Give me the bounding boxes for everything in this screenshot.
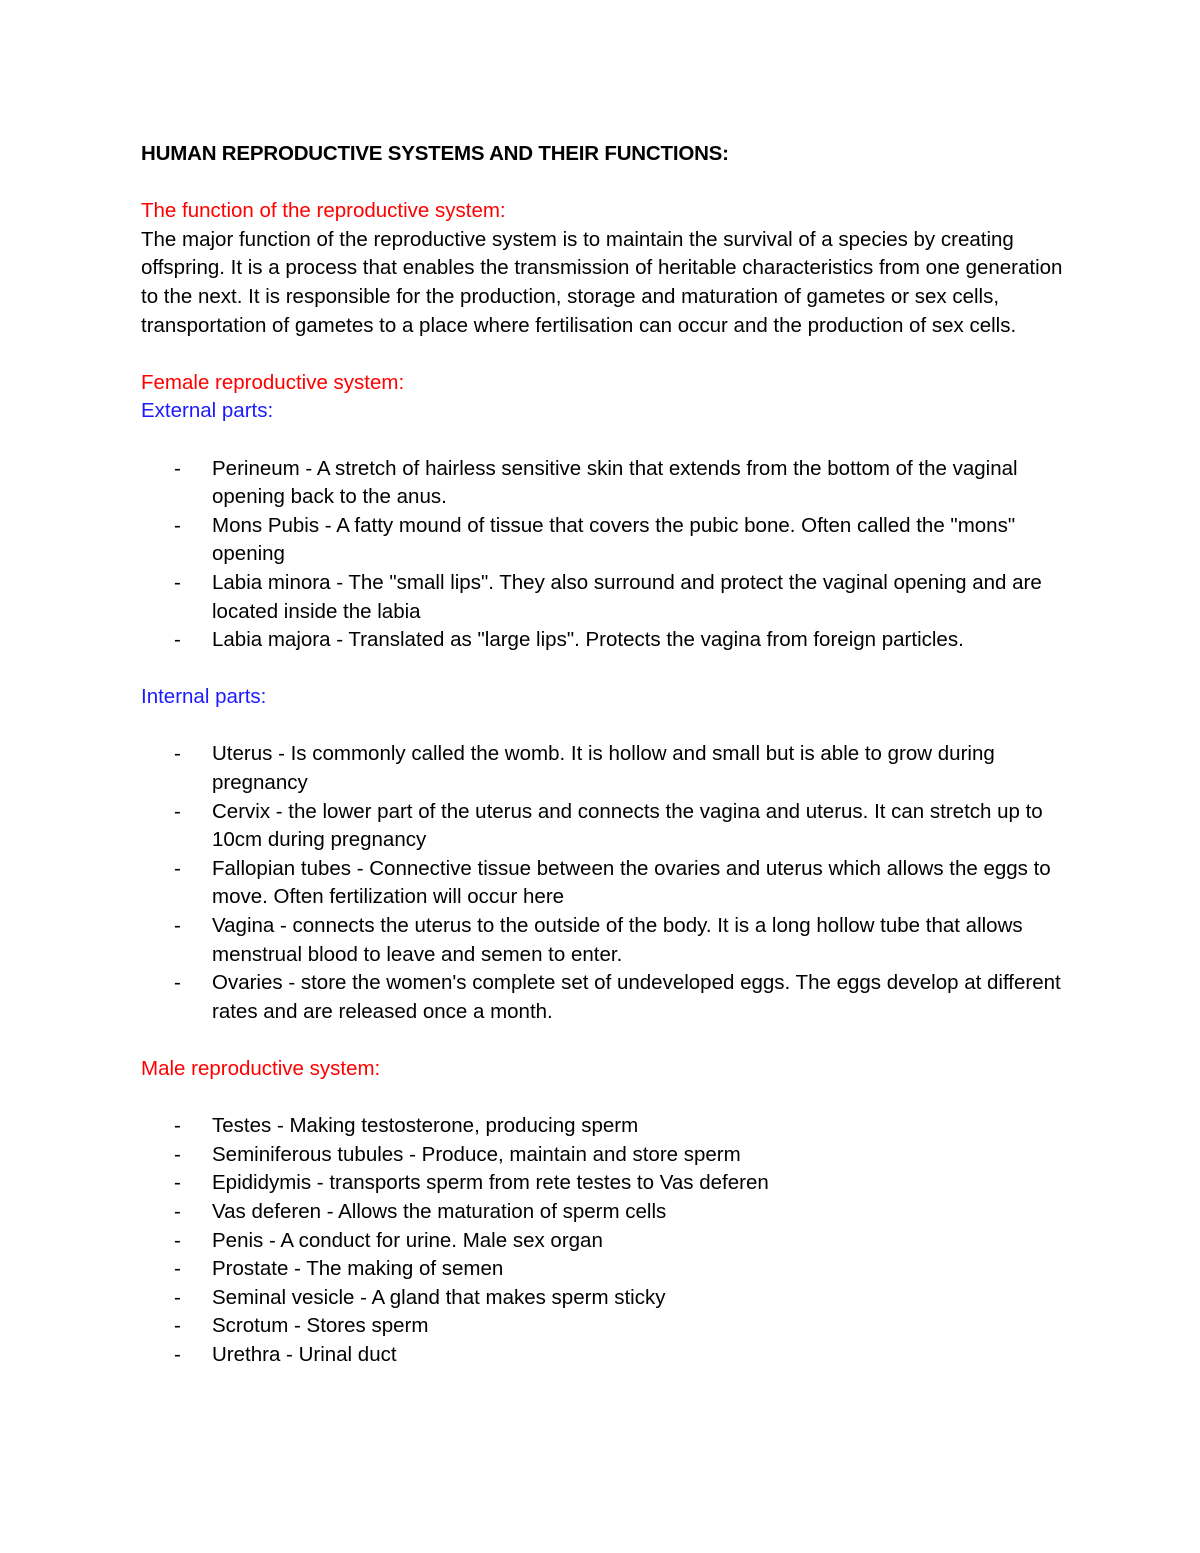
external-parts-heading: External parts: xyxy=(141,399,274,423)
list-item xyxy=(141,1141,1066,1170)
list-item-text: Penis - A conduct for urine. Male sex organ xyxy=(212,1228,603,1252)
female-heading: Female reproductive system: xyxy=(141,370,405,394)
dash-bullet: - xyxy=(174,513,181,537)
internal-parts-heading: Internal parts: xyxy=(141,685,267,709)
dash-bullet: - xyxy=(174,971,181,995)
list-item xyxy=(141,1198,1066,1227)
dash-bullet: - xyxy=(174,1171,181,1195)
dash-bullet: - xyxy=(174,628,181,652)
list-item-text: Perineum - A stretch of hairless sensitive skin that extends from the bottom of the vaginal opening back to the anus. xyxy=(212,456,1018,509)
spacer xyxy=(141,712,1066,741)
male-parts-list xyxy=(141,1112,1066,1369)
list-item-text: Ovaries - store the women's complete set of undeveloped eggs. The eggs develop at different rates and are released once a month. xyxy=(212,971,1061,1023)
list-item xyxy=(141,912,1066,969)
list-item xyxy=(141,855,1066,912)
dash-bullet: - xyxy=(174,914,181,938)
male-heading: Male reproductive system: xyxy=(141,1057,381,1080)
dash-bullet: - xyxy=(174,1314,181,1338)
list-item-text: Labia minora - The "small lips". They also surround and protect the vaginal opening and are located inside the labia xyxy=(212,570,1042,623)
list-item xyxy=(141,740,1066,797)
dash-bullet: - xyxy=(174,1114,181,1138)
function-heading: The function of the reproductive system: xyxy=(141,199,506,223)
dash-bullet: - xyxy=(174,799,181,823)
function-body: The major function of the reproductive system is to maintain the survival of a species by creating offspring. It is a process that enables the transmission of heritable characteristics from one generation to the next. It is responsible for the production, storage and maturation of gametes or sex cells, transportation of gametes to a place where fertilisation can occur and the production of sex cells. xyxy=(141,227,1063,337)
list-item-text: Mons Pubis - A fatty mound of tissue that covers the pubic bone. Often called the "mons" opening xyxy=(212,513,1016,566)
list-item xyxy=(141,1112,1066,1141)
list-item xyxy=(141,798,1066,855)
list-item xyxy=(141,1169,1066,1198)
list-item xyxy=(141,1255,1066,1284)
external-parts-list xyxy=(141,455,1066,655)
dash-bullet: - xyxy=(174,570,181,594)
dash-bullet: - xyxy=(174,1228,181,1252)
dash-bullet: - xyxy=(174,856,181,880)
list-item xyxy=(141,1227,1066,1256)
dash-bullet: - xyxy=(174,1285,181,1309)
list-item-text: Labia majora - Translated as "large lips". Protects the vagina from foreign particles. xyxy=(212,628,964,652)
dash-bullet: - xyxy=(174,1257,181,1281)
spacer xyxy=(141,1084,1066,1113)
list-item xyxy=(141,626,1066,655)
spacer xyxy=(141,1026,1066,1055)
list-item-text: Cervix - the lower part of the uterus and connects the vagina and uterus. It can stretch up to 10cm during pregnancy xyxy=(212,799,1043,852)
list-item-text: Prostate - The making of semen xyxy=(212,1257,504,1281)
list-item-text: Testes - Making testosterone, producing sperm xyxy=(212,1114,639,1138)
list-item-text: Epididymis - transports sperm from rete testes to Vas deferen xyxy=(212,1171,769,1195)
dash-bullet: - xyxy=(174,1142,181,1166)
list-item-text: Urethra - Urinal duct xyxy=(212,1342,397,1366)
spacer xyxy=(141,426,1066,455)
spacer xyxy=(141,340,1066,369)
list-item-text: Scrotum - Stores sperm xyxy=(212,1314,429,1338)
dash-bullet: - xyxy=(174,1199,181,1223)
list-item xyxy=(141,455,1066,512)
list-item xyxy=(141,1341,1066,1370)
list-item-text: Fallopian tubes - Connective tissue between the ovaries and uterus which allows the eggs to move. Often fertilization will occur here xyxy=(212,856,1051,909)
dash-bullet: - xyxy=(174,742,181,766)
spacer xyxy=(141,169,1066,198)
dash-bullet: - xyxy=(174,1342,181,1366)
list-item xyxy=(141,969,1066,1026)
internal-parts-list xyxy=(141,740,1066,1026)
list-item-text: Vas deferen - Allows the maturation of sperm cells xyxy=(212,1199,667,1223)
spacer xyxy=(141,655,1066,684)
list-item xyxy=(141,569,1066,626)
list-item-text: Seminiferous tubules - Produce, maintain and store sperm xyxy=(212,1142,741,1166)
list-item-text: Uterus - Is commonly called the womb. It is hollow and small but is able to grow during pregnancy xyxy=(212,742,995,795)
list-item xyxy=(141,1284,1066,1313)
document-title: HUMAN REPRODUCTIVE SYSTEMS AND THEIR FUNCTIONS: xyxy=(141,142,729,165)
list-item xyxy=(141,512,1066,569)
document-page xyxy=(141,140,1066,1370)
list-item-text: Vagina - connects the uterus to the outside of the body. It is a long hollow tube that allows menstrual blood to leave and semen to enter. xyxy=(212,914,1023,966)
list-item-text: Seminal vesicle - A gland that makes sperm sticky xyxy=(212,1285,666,1309)
list-item xyxy=(141,1312,1066,1341)
dash-bullet: - xyxy=(174,456,181,480)
